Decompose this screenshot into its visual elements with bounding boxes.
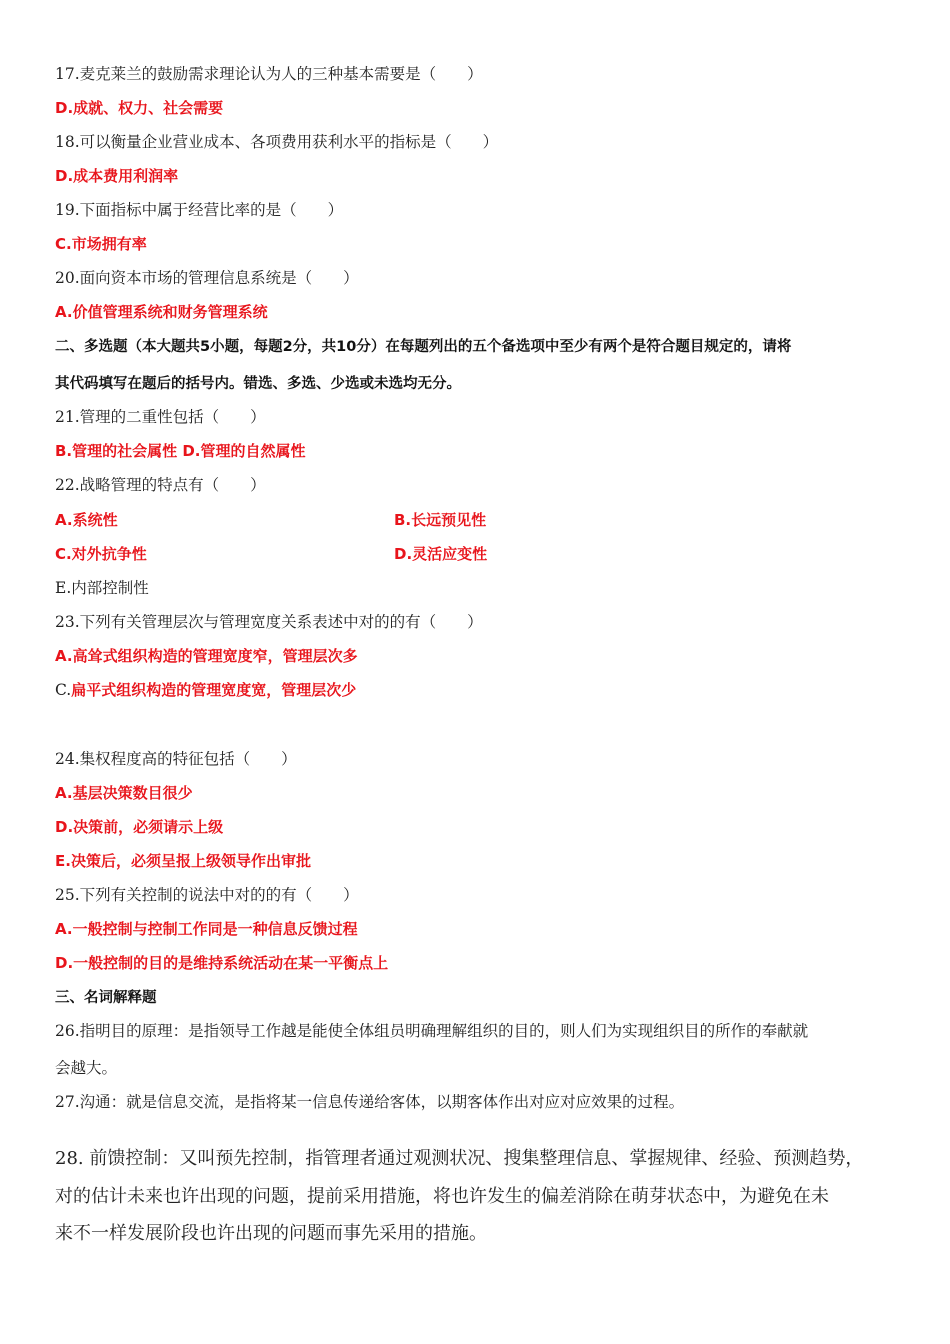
question-18: 18.可以衡量企业营业成本、各项费用获利水平的指标是（ ） — [55, 133, 499, 151]
answer-22-b: B.长远预见性 — [394, 511, 487, 529]
answer-23-a: A.高耸式组织构造的管理宽度窄，管理层次多 — [55, 647, 358, 665]
question-21: 21.管理的二重性包括（ ） — [55, 408, 266, 426]
answer-25-d: D.一般控制的目的是维持系统活动在某一平衡点上 — [55, 954, 389, 972]
answer-19: C.市场拥有率 — [55, 235, 147, 253]
definition-28-line2: 对的估计未来也许出现的问题，提前采用措施，将也许发生的偏差消除在萌芽状态中，为避免在未 — [55, 1186, 829, 1207]
section-2-heading-line2: 其代码填写在题后的括号内。错选、多选、少选或未选均无分。 — [55, 376, 461, 392]
answer-23-c-text: 扁平式组织构造的管理宽度宽，管理层次少 — [71, 681, 357, 699]
question-23: 23.下列有关管理层次与管理宽度关系表述中对的的有（ ） — [55, 613, 483, 631]
answer-25-a: A.一般控制与控制工作同是一种信息反馈过程 — [55, 920, 358, 938]
option-22-e: E.内部控制性 — [55, 579, 149, 597]
answer-24-e: E.决策后，必须呈报上级领导作出审批 — [55, 852, 311, 870]
definition-28-line3: 来不一样发展阶段也许出现的问题而事先采用的措施。 — [55, 1223, 487, 1244]
question-17: 17.麦克莱兰的鼓励需求理论认为人的三种基本需要是（ ） — [55, 65, 483, 83]
answer-18: D.成本费用利润率 — [55, 167, 179, 185]
definition-26-line1: 26.指明目的原理：是指领导工作越是能使全体组员明确理解组织的目的，则人们为实现组织目的所作的奉献就 — [55, 1022, 809, 1040]
answer-17: D.成就、权力、社会需要 — [55, 99, 224, 117]
answer-22-a: A.系统性 — [55, 511, 118, 529]
definition-28-line1: 28. 前馈控制：又叫预先控制，指管理者通过观测状况、搜集整理信息、掌握规律、经验、预测趋势， — [55, 1148, 864, 1169]
answer-22-c: C.对外抗争性 — [55, 545, 147, 563]
definition-27: 27.沟通：就是信息交流，是指将某一信息传递给客体，以期客体作出对应对应效果的过程。 — [55, 1093, 685, 1111]
definition-26-line2: 会越大。 — [55, 1059, 118, 1077]
question-19: 19.下面指标中属于经营比率的是（ ） — [55, 201, 344, 219]
answer-23-c — [55, 680, 356, 700]
answer-20: A.价值管理系统和财务管理系统 — [55, 303, 268, 321]
answer-24-d: D.决策前，必须请示上级 — [55, 818, 224, 836]
question-20: 20.面向资本市场的管理信息系统是（ ） — [55, 269, 359, 287]
answer-21: B.管理的社会属性 D.管理的自然属性 — [55, 442, 306, 460]
question-25: 25.下列有关控制的说法中对的的有（ ） — [55, 886, 359, 904]
question-22: 22.战略管理的特点有（ ） — [55, 476, 266, 494]
section-2-heading-line1: 二、多选题（本大题共5小题，每题2分，共10分）在每题列出的五个备选项中至少有两个是符合题目规定的，请将 — [55, 339, 792, 355]
question-24: 24.集权程度高的特征包括（ ） — [55, 750, 297, 768]
answer-24-a: A.基层决策数目很少 — [55, 784, 193, 802]
answer-23-c-prefix: C. — [55, 681, 72, 699]
answer-22-d: D.灵活应变性 — [394, 545, 488, 563]
section-3-heading: 三、名词解释题 — [55, 990, 157, 1006]
